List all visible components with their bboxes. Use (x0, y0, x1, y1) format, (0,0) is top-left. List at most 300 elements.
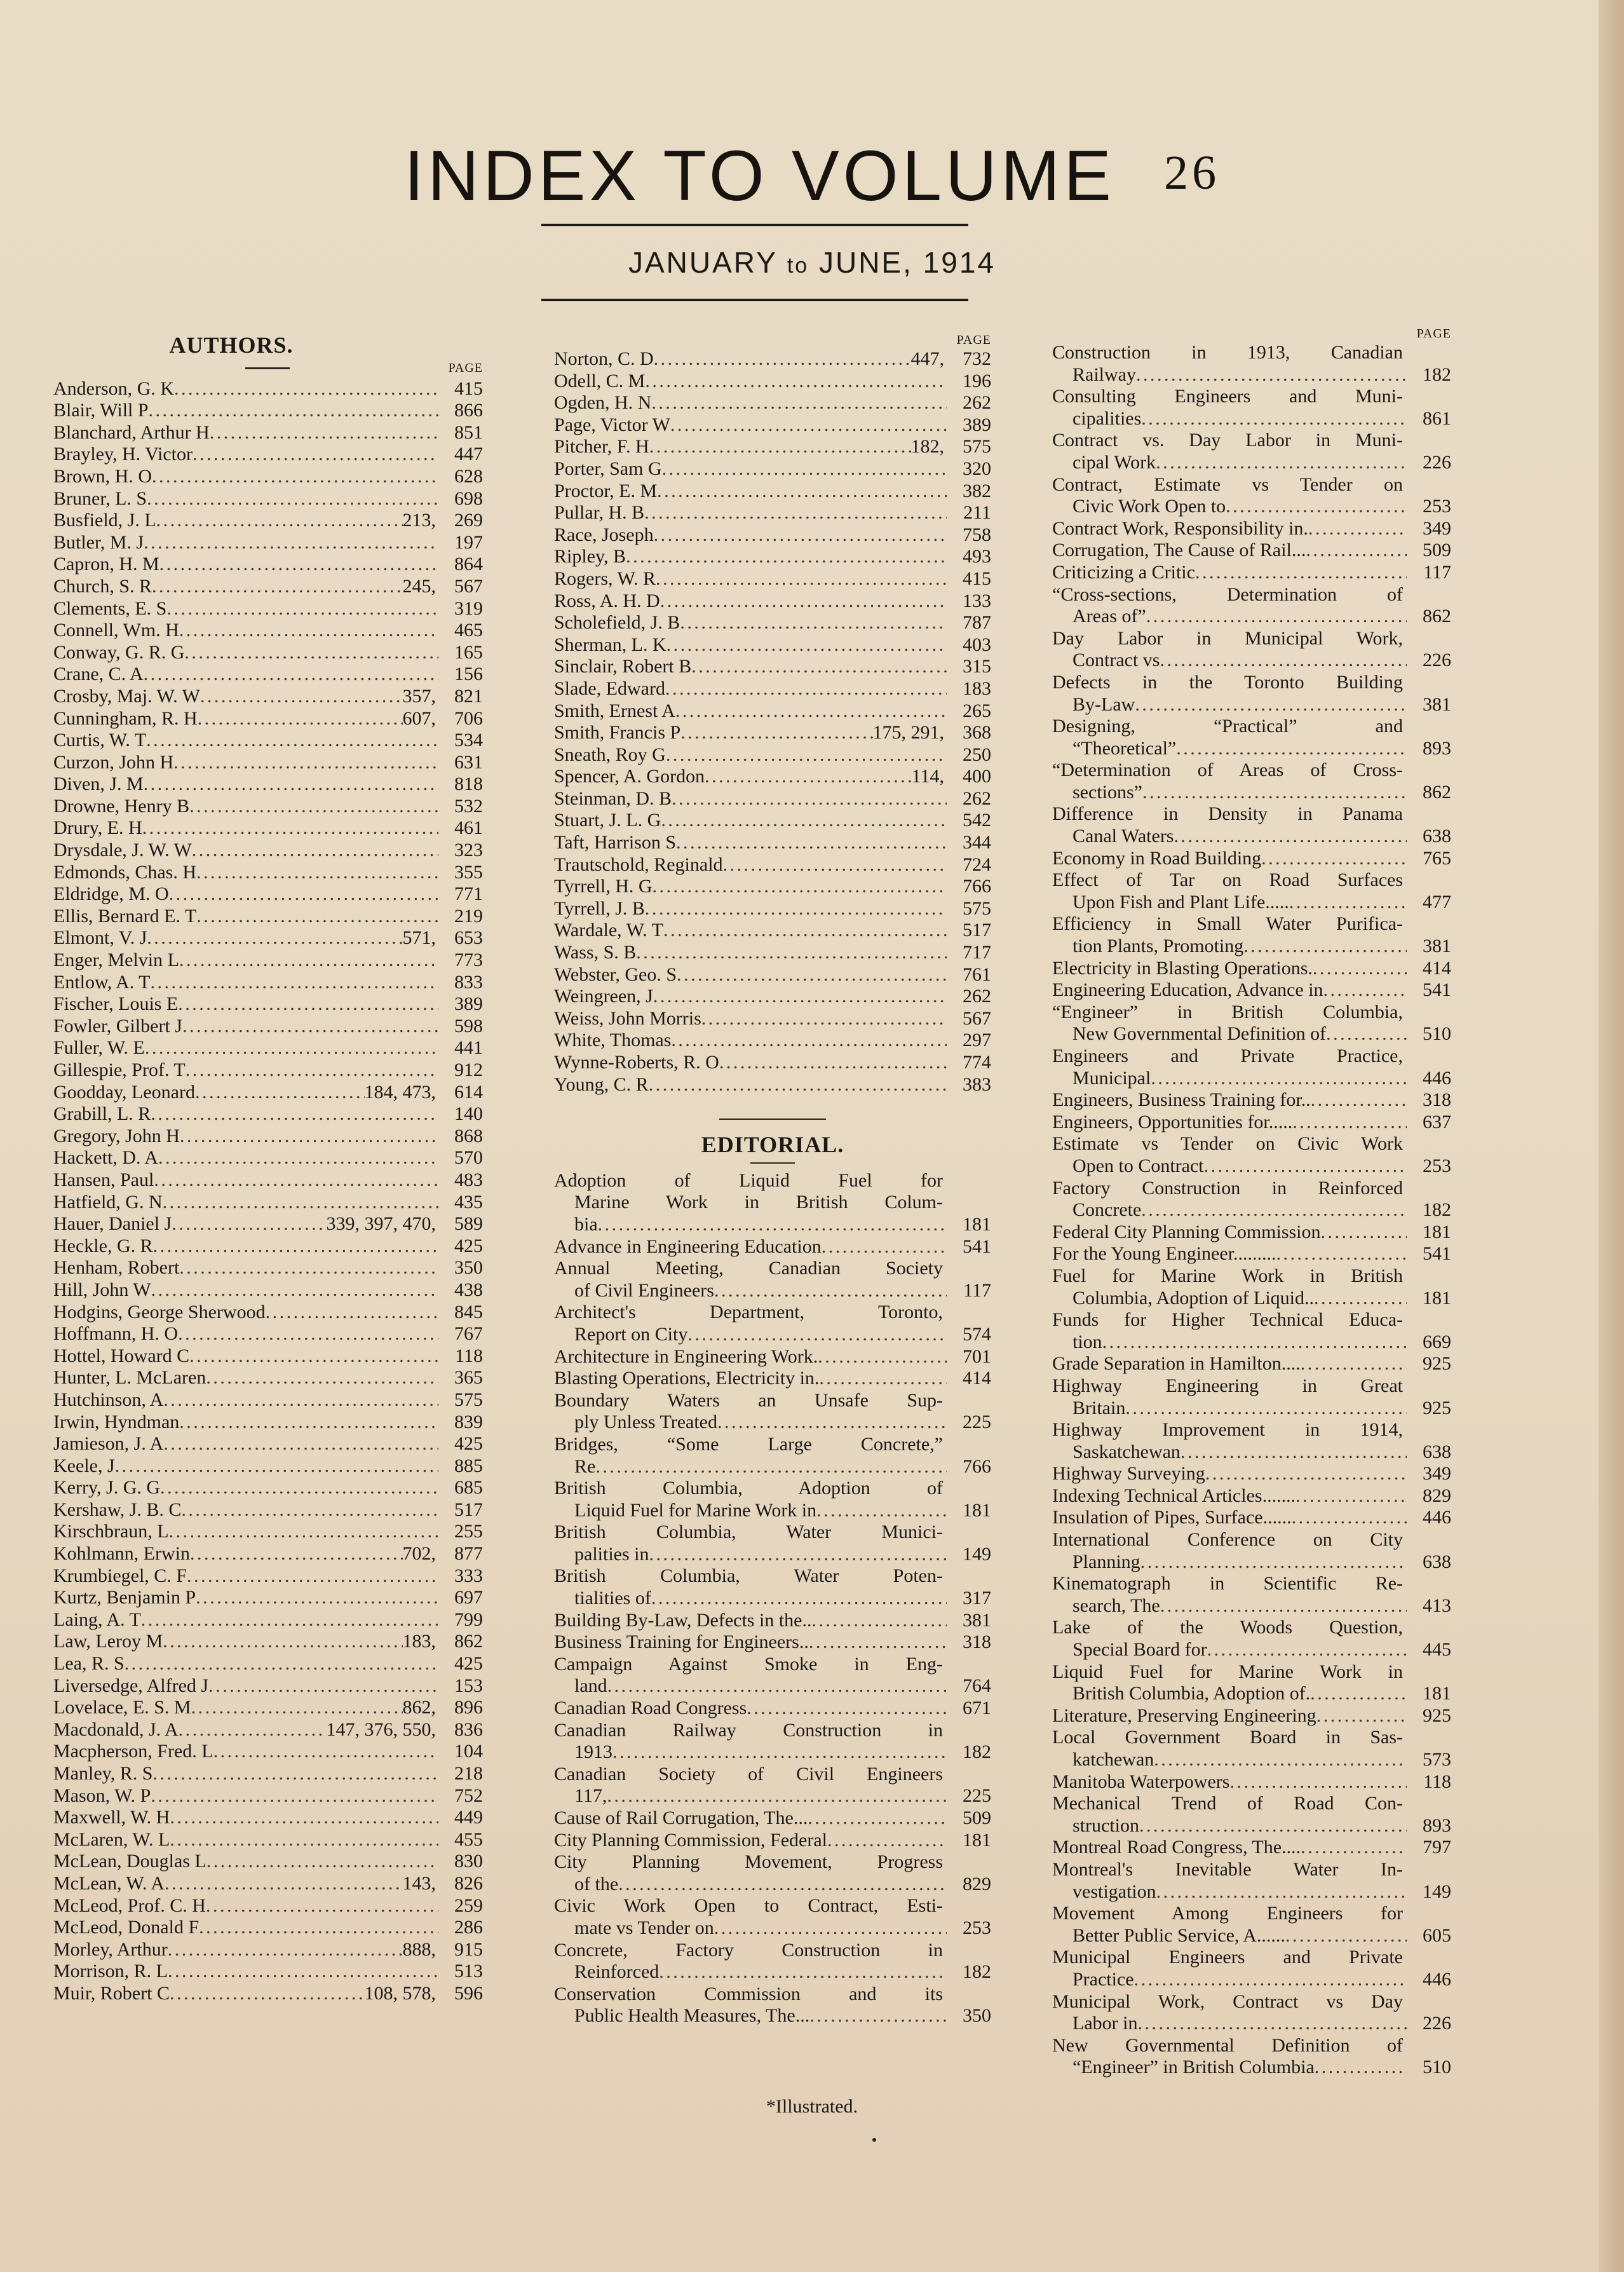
page-number: 638 (1423, 1551, 1451, 1572)
leader-dots (649, 436, 911, 458)
author-entry (554, 568, 991, 590)
leader-dots (184, 642, 438, 664)
leader-dots (1289, 892, 1407, 914)
author-line (554, 876, 991, 898)
leader-dots (747, 1697, 947, 1720)
entry-last-line (554, 1346, 991, 1368)
entry-text: Practice (1073, 1968, 1134, 1990)
entry-last-line (1052, 1463, 1451, 1485)
leader-dots (196, 1587, 438, 1609)
author-line (53, 1169, 483, 1192)
leader-dots (618, 1874, 947, 1896)
leader-dots (1142, 782, 1407, 804)
page-number: 197 (454, 531, 483, 553)
author-entry (554, 744, 991, 766)
page-number: 425 (454, 1235, 483, 1256)
author-entry (53, 620, 483, 642)
leader-dots (179, 949, 438, 972)
leader-dots (163, 1631, 402, 1653)
author-entry (53, 1016, 483, 1038)
author-entry (554, 854, 991, 876)
editorial-entry (1052, 1485, 1451, 1507)
editorial-entry (554, 1851, 991, 1895)
entry-last-line (1052, 1551, 1451, 1574)
additional-pages: 862, (402, 1697, 436, 1718)
leader-dots (1229, 1771, 1407, 1793)
entry-last-line (1052, 958, 1451, 980)
page-number: 389 (454, 993, 483, 1015)
leader-dots (193, 444, 438, 466)
entry-text: Insulation of Pipes, Surface...... (1052, 1507, 1292, 1528)
author-entry (554, 700, 991, 723)
leader-dots (1146, 606, 1407, 628)
editorial-entry (1052, 672, 1451, 716)
author-entry (53, 1257, 483, 1279)
page-number: 445 (1423, 1639, 1451, 1661)
editorial-entry (1052, 958, 1451, 980)
author-line (53, 554, 483, 576)
page-number: 925 (1423, 1704, 1451, 1726)
entry-text: katchewan (1073, 1749, 1154, 1770)
entry-text: Concrete (1073, 1199, 1142, 1221)
author-line (554, 612, 991, 634)
entry-last-line (1052, 1925, 1451, 1947)
leader-dots (169, 1521, 438, 1543)
page-number: 435 (454, 1191, 483, 1213)
author-line (53, 642, 483, 664)
entry-last-line (554, 1236, 991, 1258)
leader-dots (670, 414, 947, 437)
editorial-entry (554, 1983, 991, 2027)
leader-dots (1285, 1925, 1407, 1947)
leader-dots (653, 986, 947, 1008)
author-entry (53, 796, 483, 818)
page-number: 181 (963, 1499, 991, 1521)
author-name: Norton, C. D (554, 348, 654, 369)
entry-text: For the Young Engineer......... (1052, 1243, 1276, 1265)
leader-dots (159, 554, 438, 576)
author-entry (554, 920, 991, 942)
entry-text: of Civil Engineers (574, 1279, 714, 1301)
author-entry (53, 1873, 483, 1895)
author-name: McLeod, Donald F (53, 1917, 200, 1938)
author-line (53, 1213, 483, 1235)
entry-text: Corrugation, The Cause of Rail... (1052, 540, 1306, 561)
author-name: Drysdale, J. W. W (53, 840, 192, 861)
leader-dots (151, 1103, 438, 1126)
author-line (554, 964, 991, 986)
author-name: Keele, J (53, 1455, 115, 1476)
editorial-entry (1052, 430, 1451, 473)
author-line (53, 1499, 483, 1521)
editorial-entry (1052, 1661, 1451, 1705)
entry-text-line: Contract, Estimate vs Tender on (1052, 473, 1403, 495)
leader-dots (665, 678, 947, 700)
editorial-entry (1052, 1002, 1451, 1045)
author-entry (554, 788, 991, 810)
author-name: Weiss, John Morris (554, 1007, 701, 1029)
leader-dots (657, 480, 947, 503)
author-name: McLean, W. A (53, 1872, 165, 1894)
leader-dots (667, 634, 947, 656)
author-line (53, 1302, 483, 1324)
page-number: 226 (1423, 650, 1451, 671)
author-line (53, 840, 483, 862)
author-name: Hackett, D. A (53, 1147, 158, 1169)
author-name: Sinclair, Robert B (554, 656, 692, 677)
leader-dots (1326, 1023, 1407, 1045)
entry-last-line (554, 1544, 991, 1566)
author-name: Anderson, G. K (53, 378, 174, 399)
author-entry (53, 862, 483, 884)
entry-text-line: New Governmental Definition of (1052, 2034, 1403, 2056)
entry-last-line (1052, 782, 1451, 804)
page-number: 253 (1423, 496, 1451, 517)
entry-last-line (1052, 518, 1451, 540)
editorial-entry (1052, 540, 1451, 562)
page-number: 532 (454, 795, 483, 817)
author-name: Wynne-Roberts, R. O (554, 1052, 719, 1073)
author-entry (53, 1103, 483, 1126)
author-line (53, 1192, 483, 1214)
leader-dots (675, 700, 947, 723)
author-entry (53, 1697, 483, 1719)
author-line (554, 766, 991, 788)
entry-last-line (1052, 650, 1451, 672)
leader-dots (1136, 364, 1407, 386)
editorial-entry (1052, 1837, 1451, 1859)
leader-dots (653, 876, 947, 898)
author-name: Clements, E. S (53, 597, 167, 619)
page-number: 866 (454, 400, 483, 421)
author-entry (53, 422, 483, 444)
editorial-entry (554, 1346, 991, 1368)
entry-last-line (1052, 1969, 1451, 1991)
author-entry (53, 1939, 483, 1961)
leader-dots (598, 1214, 947, 1236)
author-line (53, 488, 483, 510)
page-number: 355 (454, 861, 483, 883)
author-entry (53, 817, 483, 840)
page-number: 382 (963, 480, 991, 501)
entry-text-line: Construction in 1913, Canadian (1052, 342, 1403, 363)
page-number: 318 (963, 1631, 991, 1653)
author-entry (53, 1147, 483, 1169)
author-line (53, 1851, 483, 1873)
entry-text-line: Canadian Society of Civil Engineers (554, 1763, 943, 1785)
leader-dots (1139, 1815, 1407, 1837)
author-line (53, 1521, 483, 1543)
entry-last-line (1052, 892, 1451, 914)
author-entry (554, 458, 991, 480)
author-name: Church, S. R (53, 575, 152, 597)
leader-dots (662, 458, 947, 480)
author-line (53, 1477, 483, 1499)
entry-last-line (1052, 1441, 1451, 1464)
leader-dots (672, 788, 947, 810)
leader-dots (170, 1983, 365, 2005)
leader-dots (151, 1785, 438, 1807)
page-number: 614 (454, 1081, 483, 1103)
page-number: 758 (963, 524, 991, 545)
entry-text: Blasting Operations, Electricity in. (554, 1368, 820, 1389)
entry-text-line: British Columbia, Water Poten- (554, 1565, 943, 1587)
leader-dots (1135, 694, 1407, 716)
author-line (53, 686, 483, 708)
entry-text-line: Funds for Higher Technical Educa- (1052, 1309, 1403, 1331)
author-entry (53, 1389, 483, 1411)
page-number: 797 (1423, 1837, 1451, 1858)
author-line (554, 1008, 991, 1030)
entry-last-line (554, 1697, 991, 1720)
entry-last-line (1052, 1771, 1451, 1793)
entry-text: tion Plants, Promoting (1073, 935, 1244, 957)
author-entry (53, 1126, 483, 1148)
author-line (53, 1279, 483, 1302)
author-line (53, 796, 483, 818)
editorial-entry (554, 1631, 991, 1654)
editorial-entry (1052, 869, 1451, 913)
page-number: 845 (454, 1301, 483, 1323)
author-line (554, 392, 991, 414)
author-line (554, 722, 991, 744)
author-line (53, 1103, 483, 1126)
author-entry (554, 436, 991, 458)
author-name: Henham, Robert (53, 1257, 180, 1279)
author-name: Muir, Robert C (53, 1982, 170, 2004)
author-name: Hatfield, G. N (53, 1191, 163, 1213)
page-number: 320 (963, 458, 991, 479)
page-number: 671 (963, 1697, 991, 1719)
page-number: 732 (963, 348, 991, 369)
page-number: 509 (1423, 540, 1451, 561)
entry-last-line (554, 1631, 991, 1654)
leader-dots (1314, 1288, 1407, 1310)
leader-dots (1151, 1068, 1407, 1090)
leader-dots (1140, 1551, 1407, 1574)
author-name: Brayley, H. Victor (53, 444, 193, 465)
entry-last-line (1052, 364, 1451, 386)
leader-dots (1308, 518, 1407, 540)
editorial-entry (1052, 342, 1451, 386)
author-line (554, 920, 991, 942)
editorial-entry (1052, 1859, 1451, 1903)
page-number: 541 (1423, 979, 1451, 1001)
author-name: Spencer, A. Gordon (554, 766, 705, 787)
page-number: 541 (963, 1235, 991, 1257)
page-number: 211 (963, 502, 991, 524)
author-name: Irwin, Hyndman (53, 1411, 180, 1432)
entry-last-line (1052, 1881, 1451, 1903)
author-entry (554, 1074, 991, 1096)
author-entry (554, 392, 991, 414)
page-number: 317 (963, 1588, 991, 1609)
leader-dots (705, 766, 912, 788)
author-entry (53, 1279, 483, 1302)
entry-text: Better Public Service, A...... (1073, 1924, 1285, 1946)
author-entry (53, 1851, 483, 1873)
author-line (53, 972, 483, 994)
entry-text: 117, (574, 1785, 607, 1807)
entry-text-line: Campaign Against Smoke in Eng- (554, 1653, 943, 1675)
entry-text-line: Mechanical Trend of Road Con- (1052, 1793, 1403, 1814)
editorial-entry (1052, 474, 1451, 518)
leader-dots (654, 348, 911, 371)
editorial-entry (554, 1302, 991, 1345)
editorial-entry (554, 1368, 991, 1390)
entry-text-line: Architect's Department, Toronto, (554, 1302, 943, 1323)
page-number: 767 (454, 1323, 483, 1345)
page-number: 896 (454, 1697, 483, 1718)
author-entry (53, 1961, 483, 1983)
leader-dots (645, 371, 947, 393)
author-name: Manley, R. S (53, 1763, 153, 1784)
author-line (554, 678, 991, 700)
additional-pages: 702, (402, 1543, 436, 1565)
entry-text: Federal City Planning Commission (1052, 1221, 1321, 1242)
author-name: Wardale, W. T (554, 920, 663, 941)
author-name: Busfield, J. L (53, 510, 156, 531)
leader-dots (151, 972, 438, 994)
author-entry (554, 1052, 991, 1074)
author-name: Kerry, J. G. G (53, 1477, 161, 1499)
author-line (554, 1030, 991, 1052)
author-entry (53, 1477, 483, 1499)
entry-text: By-Law (1073, 693, 1135, 715)
editorial-entry (554, 1697, 991, 1720)
entry-last-line (1052, 1639, 1451, 1661)
author-entry (554, 656, 991, 678)
leader-dots (1306, 540, 1407, 562)
author-line (53, 1763, 483, 1785)
footnote: *Illustrated. (766, 2096, 858, 2117)
page-number: 885 (454, 1455, 483, 1476)
leader-dots (168, 1939, 403, 1961)
page-number: 381 (1423, 693, 1451, 715)
author-entry (53, 444, 483, 466)
author-line (554, 348, 991, 371)
author-name: Blanchard, Arthur H (53, 421, 210, 443)
entry-last-line (1052, 496, 1451, 518)
entry-text: New Governmental Definition of (1073, 1023, 1327, 1045)
author-name: Ripley, B (554, 546, 626, 568)
page-number: 259 (454, 1894, 483, 1916)
author-entry (53, 1565, 483, 1588)
entry-last-line (554, 1368, 991, 1390)
author-name: Race, Joseph (554, 524, 654, 545)
entry-text: Engineers, Opportunities for..... (1052, 1111, 1293, 1133)
author-line (53, 1873, 483, 1895)
author-entry (53, 773, 483, 796)
author-line (53, 1016, 483, 1038)
entry-text-line: Day Labor in Municipal Work, (1052, 627, 1403, 649)
author-line (53, 620, 483, 642)
leader-dots (811, 1610, 947, 1632)
author-name: Kohlmann, Erwin (53, 1543, 190, 1565)
author-line (53, 1587, 483, 1609)
page-number: 181 (1423, 1221, 1451, 1242)
page-number: 773 (454, 949, 483, 971)
author-name: Webster, Geo. S (554, 963, 677, 985)
entry-text-line: British Columbia, Adoption of (554, 1478, 943, 1499)
leader-dots (189, 1345, 438, 1368)
page-number: 766 (963, 1455, 991, 1477)
author-line (53, 1983, 483, 2005)
entry-text-line: Fuel for Marine Work in British (1052, 1265, 1403, 1286)
author-name: Lovelace, E. S. M (53, 1697, 191, 1718)
entry-text: search, The (1073, 1595, 1160, 1616)
leader-dots (723, 854, 947, 876)
author-name: Tyrrell, H. G (554, 876, 653, 897)
editorial-entry (554, 1807, 991, 1830)
author-line (554, 546, 991, 568)
page-number: 446 (1423, 1067, 1451, 1089)
leader-dots (169, 883, 438, 906)
entry-text: Special Board for (1073, 1639, 1207, 1661)
editorial-entry (1052, 1419, 1451, 1463)
author-line (53, 663, 483, 686)
leader-dots (213, 1741, 438, 1763)
author-line (53, 1961, 483, 1983)
author-line (53, 598, 483, 620)
entry-last-line (1052, 826, 1451, 848)
entry-text-line: Civic Work Open to Contract, Esti- (554, 1895, 943, 1917)
author-entry (53, 1367, 483, 1389)
entry-text-line: Adoption of Liquid Fuel for (554, 1169, 943, 1191)
volume-number: 26 (1164, 146, 1221, 200)
additional-pages: 339, 397, 470, (326, 1213, 436, 1235)
author-name: Entlow, A. T (53, 971, 151, 993)
editorial-entry (1052, 1705, 1451, 1727)
page-number: 219 (454, 905, 483, 927)
leader-dots (1141, 408, 1407, 430)
author-name: Page, Victor W (554, 414, 670, 435)
entry-text-line: Efficiency in Small Water Purifica- (1052, 913, 1403, 935)
editorial-entry (1052, 1529, 1451, 1573)
leader-dots (827, 1830, 947, 1852)
author-name: Kurtz, Benjamin P (53, 1587, 196, 1609)
author-entry (53, 1719, 483, 1741)
editorial-entry (1052, 1133, 1451, 1177)
page-number: 573 (1423, 1749, 1451, 1770)
page-number: 685 (454, 1477, 483, 1499)
entry-text-line: Engineers and Private Practice, (1052, 1045, 1403, 1066)
page-number: 381 (1423, 935, 1451, 957)
additional-pages: 447, (910, 348, 944, 369)
page-number: 104 (454, 1741, 483, 1762)
author-line (53, 730, 483, 752)
author-name: Grabill, L. R (53, 1103, 151, 1125)
author-name: Laing, A. T (53, 1609, 141, 1630)
author-name: Taft, Harrison S (554, 832, 677, 854)
author-line (53, 1653, 483, 1675)
page-number: 628 (454, 465, 483, 487)
leader-dots (818, 1346, 947, 1368)
entry-text-line: Liquid Fuel for Marine Work in (1052, 1661, 1403, 1682)
author-line (53, 1257, 483, 1279)
leader-dots (172, 1213, 326, 1235)
author-line (53, 1939, 483, 1961)
entry-text: palities in (574, 1543, 649, 1565)
author-entry (53, 532, 483, 554)
author-entry (53, 1302, 483, 1324)
leader-dots (661, 810, 947, 832)
page-number: 893 (1423, 1814, 1451, 1836)
additional-pages: 607, (402, 707, 436, 729)
entry-last-line (554, 1324, 991, 1346)
page-number: 262 (963, 986, 991, 1007)
author-name: Proctor, E. M (554, 480, 658, 501)
